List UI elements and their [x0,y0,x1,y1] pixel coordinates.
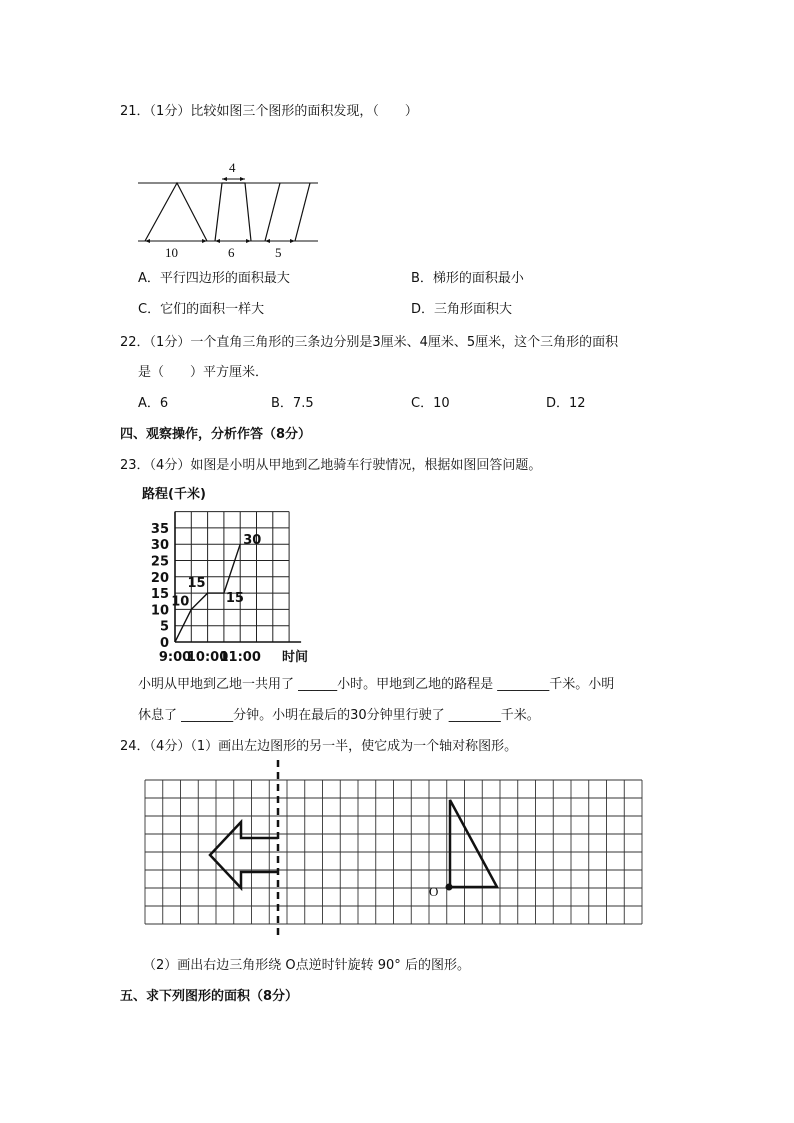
half-arrow-shape [210,822,278,888]
q21-figure [135,158,325,263]
data-label: 15 [187,576,206,592]
data-label: 15 [225,591,244,607]
q24-grid-figure [143,760,648,945]
y-tick-label: 35 [150,521,169,537]
point-o-label: O [429,884,439,899]
parallelogram-left [265,183,280,241]
q21-option-d: D．三角形面积大 [411,302,513,317]
q21-option-a: A．平行四边形的面积最大 [138,271,290,286]
section5-title: 五、求下列图形的面积（8分） [120,989,299,1004]
y-tick-label: 5 [159,619,169,635]
triangle-shape [145,183,207,241]
data-label: 30 [243,533,262,549]
y-tick-label: 0 [159,636,169,651]
q24-sub2: （2）画出右边三角形绕 O点逆时针旋转 90° 后的图形。 [143,958,470,973]
y-tick-label: 15 [150,587,169,603]
q22-option-d: D．12 [546,396,586,411]
dim-label-parallelogram: 5 [275,245,282,260]
dim-label-trapezoid: 6 [228,245,235,260]
q22-stem-line2: 是（ ）平方厘米． [138,365,269,380]
right-triangle-shape [450,800,497,887]
q22-option-a: A．6 [138,396,169,411]
dim-top-label: 4 [229,160,236,175]
q23-answer-line1: 小明从甲地到乙地一共用了 ______小时。甲地到乙地的路程是 ________千米。小明 [138,677,615,692]
y-tick-label: 10 [150,603,169,619]
section4-title: 四、观察操作，分析作答（8分） [120,427,312,442]
x-tick-label: 11:00 [219,650,261,665]
data-label: 10 [171,594,190,610]
chart-title: 路程(千米) [142,487,206,502]
q21-stem: 21．（1分）比较如图三个图形的面积发现，（ ） [120,104,418,119]
distance-time-chart [130,482,330,667]
q21-option-b: B．梯形的面积最小 [411,271,524,286]
q23-answer-line2: 休息了 ________分钟。小明在最后的30分钟里行驶了 ________千米。 [138,708,540,723]
x-tick-label: 9:00 [158,650,192,665]
point-o [446,884,453,891]
q23-stem: 23．（4分）如图是小明从甲地到乙地骑车行驶情况，根据如图回答问题。 [120,458,542,473]
y-tick-label: 25 [150,554,169,570]
q24-stem: 24．（4分）（1）画出左边图形的另一半，使它成为一个轴对称图形。 [120,739,518,754]
q22-stem-line1: 22．（1分）一个直角三角形的三条边分别是3厘米、4厘米、5厘米，这个三角形的面积 [120,335,619,350]
x-tick-label: 10:00 [186,650,229,665]
y-tick-label: 30 [150,538,169,554]
chart-xlabel: 时间 [282,650,309,665]
q22-option-b: B．7.5 [271,396,314,411]
q22-option-c: C．10 [411,396,450,411]
y-tick-label: 20 [150,570,169,586]
q24-grid-lines [145,780,642,924]
parallelogram-right [295,183,310,241]
dim-label-triangle: 10 [165,245,178,260]
q21-option-c: C．它们的面积一样大 [138,302,265,317]
trapezoid-shape [215,183,251,241]
